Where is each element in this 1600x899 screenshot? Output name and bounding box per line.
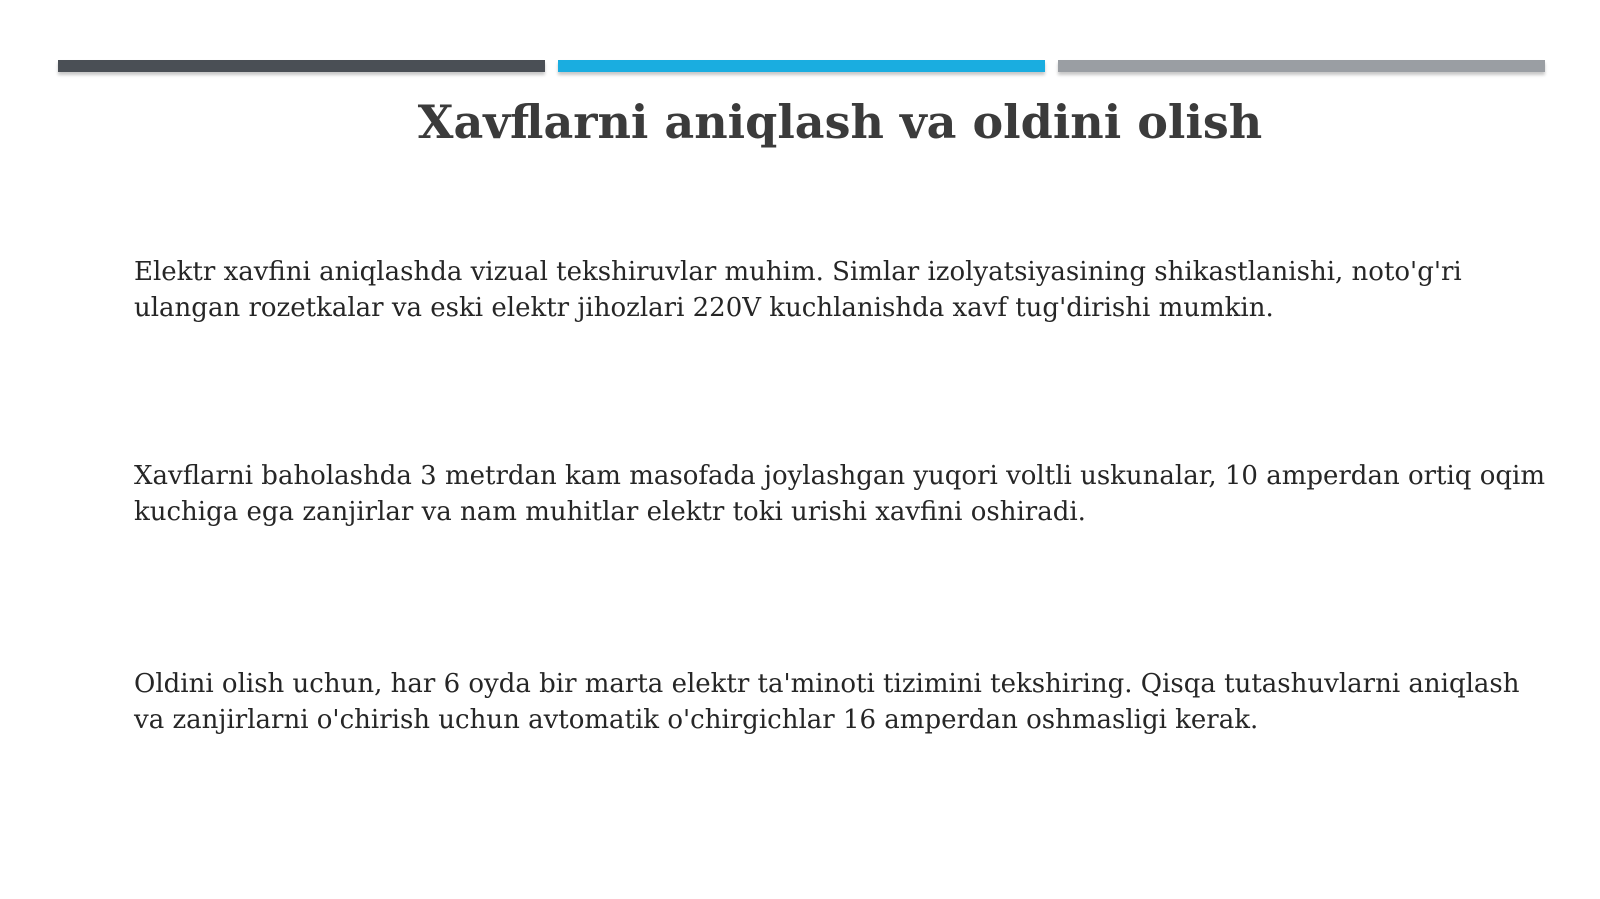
paragraph-prevention: Oldini olish uchun, har 6 oyda bir marta elektr ta'minoti tizimini tekshiring. Qisqa tutashuvlarni aniqlash va zanjirlarni o'chirish uchun avtomatik o'chirgichlar 16 amperdan oshmasligi kerak. (134, 669, 1520, 735)
header-bar-blue (558, 60, 1045, 72)
paragraph-identification: Elektr xavfini aniqlashda vizual tekshiruvlar muhim. Simlar izolyatsiyasining shikastlanishi, noto'g'ri ulangan rozetkalar va eski elektr jihozlari 220V kuchlanishda xavf tug'dirishi mumkin. (134, 257, 1462, 323)
paragraph-assessment: Xavflarni baholashda 3 metrdan kam masofada joylashgan yuqori voltli uskunalar, 10 amperdan ortiq oqim kuchiga ega zanjirlar va nam muhitlar elektr toki urishi xavfini oshiradi. (134, 461, 1545, 527)
header-bar-gray (1058, 60, 1545, 72)
slide-title: Xavflarni aniqlash va oldini olish (417, 95, 1263, 149)
header-bar-dark (58, 60, 545, 72)
